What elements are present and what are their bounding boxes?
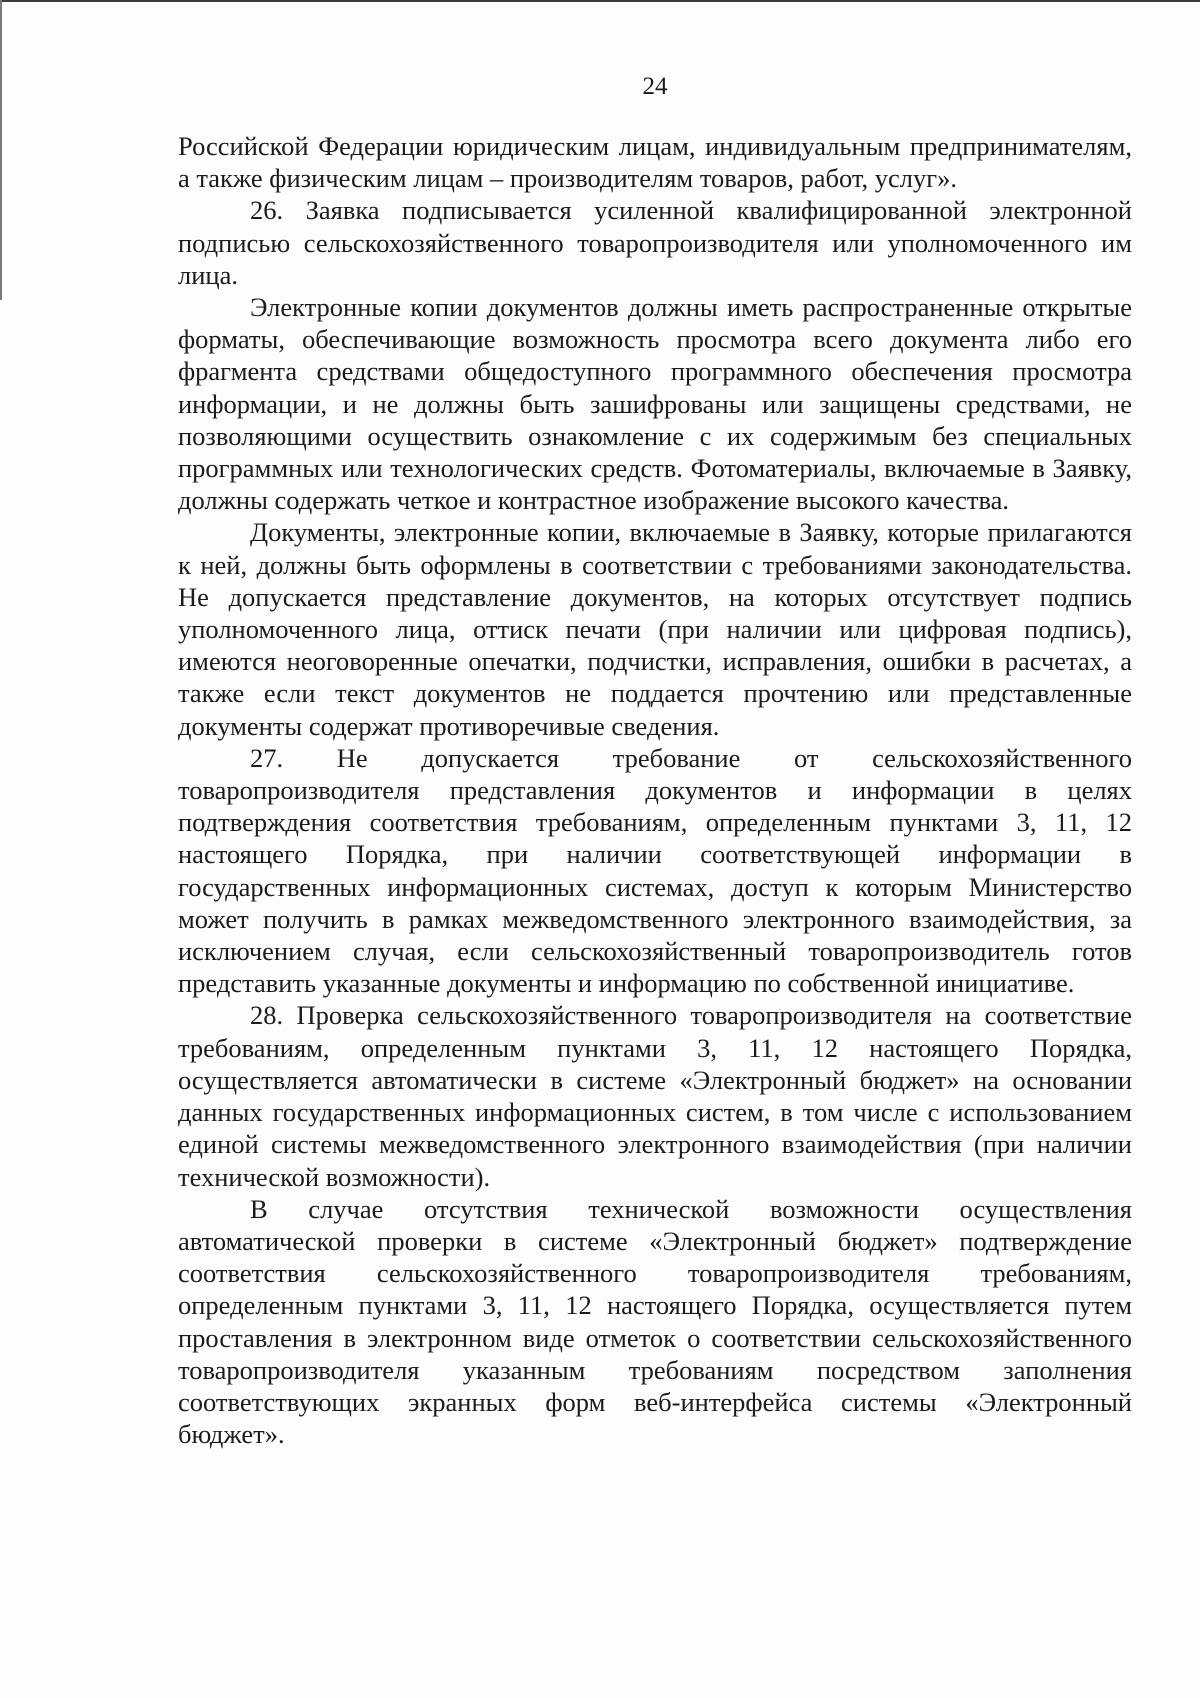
paragraph-electronic-copies: Электронные копии документов должны иметь распространенные открытые форматы, обеспечивающие возможность просмотра всего документа либо его фрагмента средствами общедоступного программного обеспечения просмотра информации, и не должны быть зашифрованы или защищены средствами, не позволяющими осуществить ознакомление с их содержимым без специальных программных или технологических средств. Фотоматериалы, включаемые в Заявку, должны содержать четкое и контрастное изображение высокого качества. <box>178 292 1132 516</box>
page-number: 24 <box>642 73 668 100</box>
paragraph-item-27: 27. Не допускается требование от сельскохозяйственного товаропроизводителя представления документов и информации в целях подтверждения соответствия требованиям, определенным пунктами 3, 11, 12 настоящего Порядка, при наличии соответствующей информации в государственных информационных системах, доступ к которым Министерство может получить в рамках межведомственного электронного взаимодействия, за исключением случая, если сельскохозяйственный товаропроизводитель готов представить указанные документы и информацию по собственной инициативе. <box>178 742 1132 999</box>
paragraph-no-technical-possibility: В случае отсутствия технической возможности осуществления автоматической проверки в системе «Электронный бюджет» подтверждение соответствия сельскохозяйственного товаропроизводителя требованиям, определенным пунктами 3, 11, 12 настоящего Порядка, осуществляется путем проставления в электронном виде отметок о соответствии сельскохозяйственного товаропроизводителя указанным требованиям посредством заполнения соответствующих экранных форм веб-интерфейса системы «Электронный бюджет». <box>178 1193 1132 1450</box>
scan-edge-left <box>0 0 2 300</box>
paragraph-item-26: 26. Заявка подписывается усиленной квалифицированной электронной подписью сельскохозяйственного товаропроизводителя или уполномоченного им лица. <box>178 195 1132 290</box>
paragraph-continuation: Российской Федерации юридическим лицам, индивидуальным предпринимателям, а также физическим лицам – производителям товаров, работ, услуг». <box>178 131 1132 194</box>
document-body <box>178 130 1132 1450</box>
paragraph-item-28: 28. Проверка сельскохозяйственного товаропроизводителя на соответствие требованиям, определенным пунктами 3, 11, 12 настоящего Порядка, осуществляется автоматически в системе «Электронный бюджет» на основании данных государственных информационных систем, в том числе с использованием единой системы межведомственного электронного взаимодействия (при наличии технической возможности). <box>178 1000 1132 1192</box>
paragraph-documents-requirements: Документы, электронные копии, включаемые в Заявку, которые прилагаются к ней, должны быть оформлены в соответствии с требованиями законодательства. Не допускается представление документов, на которых отсутствует подпись уполномоченного лица, оттиск печати (при наличии или цифровая подпись), имеются неоговоренные опечатки, подчистки, исправления, ошибки в расчетах, а также если текст документов не поддается прочтению или представленные документы содержат противоречивые сведения. <box>178 517 1132 741</box>
scan-edge-top <box>0 0 1200 2</box>
